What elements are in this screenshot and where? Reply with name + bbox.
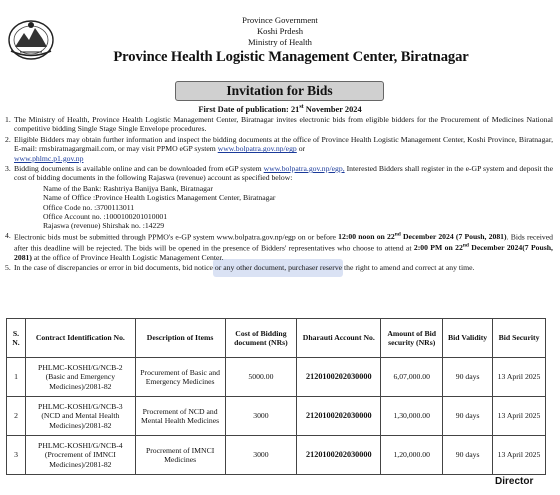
table-header-row <box>7 319 546 358</box>
paragraph-number: 4. <box>5 230 11 240</box>
notice-body <box>5 115 553 274</box>
paragraph-number: 2. <box>5 134 11 144</box>
paragraph-text-segment: . Bids received after this deadline will be rejected. The bids will be opened in the presence of Bidders' representatives who choose to attend at <box>14 232 554 253</box>
cell-sn: 3 <box>7 436 26 475</box>
opening-date: December 2024(7 Poush, 2081) <box>14 243 553 262</box>
col-header-description: Description of Items <box>135 319 225 358</box>
paragraph-text: In the case of discrepancies or error in bid documents, bid notice or any other document, purchaser reserve the right to amend and correct at any time. <box>14 263 475 273</box>
egp-link[interactable]: www.bolpatra.gov.np/egp, <box>263 164 345 174</box>
cell-account: 2120100202030000 <box>297 397 381 436</box>
paragraph-2 <box>5 135 553 163</box>
cell-bid-security-amount: 1,20,000.00 <box>381 436 443 475</box>
cell-bid-security: 13 April 2025 <box>493 397 546 436</box>
paragraph-text-segment: or <box>296 144 306 154</box>
deadline-date: December 2024 (7 Poush, 2081) <box>400 232 507 242</box>
col-header-validity: Bid Validity <box>443 319 493 358</box>
cell-bid-security-amount: 6,07,000.00 <box>381 358 443 397</box>
egp-link[interactable]: www.bolpatra.gov.np/egp <box>217 144 297 154</box>
cell-validity: 90 days <box>443 397 493 436</box>
publication-day: 21 <box>290 104 300 114</box>
paragraph-text-segment: Bidding documents is available online and can be downloaded from eGP system <box>14 164 264 174</box>
deadline-time: 12:00 noon on 22 <box>338 232 395 242</box>
paragraph-number: 1. <box>5 115 11 124</box>
col-header-bid-security: Bid Security <box>493 319 546 358</box>
cell-bid-security: 13 April 2025 <box>493 358 546 397</box>
cell-description: Procrement of NCD and Mental Health Medicines <box>135 397 225 436</box>
paragraph-text-segment: at the office of Province Health Logistic Management Center. <box>31 252 224 262</box>
paragraph-text <box>14 231 553 262</box>
gov-line-prdesh: Koshi Prdesh <box>256 26 304 36</box>
ordinal-suffix: nd <box>394 231 401 238</box>
publication-day-suffix: st <box>299 104 304 110</box>
cell-description: Procurement of Basic and Emergency Medicines <box>135 358 225 397</box>
cell-cost: 3000 <box>225 436 297 475</box>
paragraph-text <box>14 164 553 183</box>
gov-line-ministry: Ministry of Health <box>248 37 312 47</box>
rajaswa-shirshak: Rajaswa (revenue) Shirshak no. :14229 <box>43 221 165 231</box>
paragraph-3 <box>5 164 553 183</box>
cell-contract-id: PHLMC-KOSHI/G/NCB-4 (Procrement of IMNCI Medicines)/2081-82 <box>25 436 135 475</box>
col-header-cost: Cost of Bidding document (NRs) <box>225 319 297 358</box>
col-header-contract-id: Contract Identification No. <box>25 319 135 358</box>
publication-date <box>0 104 560 114</box>
paragraph-1 <box>5 115 553 134</box>
cell-account: 2120100202030000 <box>297 358 381 397</box>
bank-details <box>43 184 553 231</box>
paragraph-text-segment: Interested Bidders shall register in the e-GP system and deposit the cost of bidding documents in the following Rajaswa (revenue) account as specified below: <box>14 164 554 183</box>
paragraph-text: The Ministry of Health, Province Health Logistic Management Center, Biratnagar invites electronic bids from eligible bidders for the Procurement of Medicines National competitive bidding Single Stage Single Envelope procedures. <box>14 115 553 134</box>
col-header-sn: S. N. <box>7 319 26 358</box>
table-row <box>7 358 546 397</box>
cell-account: 2120100202030000 <box>297 436 381 475</box>
gov-line-province: Province Government <box>242 15 318 25</box>
paragraph-number: 5. <box>5 263 11 273</box>
cell-validity: 90 days <box>443 358 493 397</box>
table-row <box>7 397 546 436</box>
col-header-bid-security-amount: Amount of Bid security (NRs) <box>381 319 443 358</box>
paragraph-text-segment: Eligible Bidders may obtain further information and inspect the bidding documents at the office of Province Health Logistic Management Center, Koshi Province, Biratnagar, E-mail: rmsbiratnagargmail.com, or may visit PPMO eGP system <box>14 134 553 154</box>
cell-cost: 5000.00 <box>225 358 297 397</box>
office-code: Office Code no. :3700113011 <box>43 202 135 212</box>
page-title: Province Health Logistic Management Center, Biratnagar <box>113 49 469 65</box>
phlmc-link[interactable]: www.phlmc.p1.gov.np <box>14 153 84 163</box>
cell-description: Procrement of IMNCI Medicines <box>135 436 225 475</box>
cell-sn: 1 <box>7 358 26 397</box>
paragraph-number: 3. <box>5 164 11 174</box>
bids-table <box>6 318 546 475</box>
paragraph-text-segment: Electronic bids must be submitted through PPMO's e-GP system www.bolpatra.gov.np/egp on or before <box>14 232 339 242</box>
submission-deadline <box>338 232 506 241</box>
bank-name: Name of the Bank: Rashtriya Banijya Bank, Biratnagar <box>43 183 213 193</box>
cell-sn: 2 <box>7 397 26 436</box>
publication-month-year: November 2024 <box>305 104 362 114</box>
cell-cost: 3000 <box>225 397 297 436</box>
office-name: Name of Office :Province Health Logistics Management Center, Biratnagar <box>43 193 276 203</box>
cell-validity: 90 days <box>443 436 493 475</box>
paragraph-5 <box>5 263 553 272</box>
table-row <box>7 436 546 475</box>
paragraph-4 <box>5 231 553 262</box>
col-header-account: Dharauti Account No. <box>297 319 381 358</box>
cell-bid-security-amount: 1,30,000.00 <box>381 397 443 436</box>
cell-contract-id: PHLMC-KOSHI/G/NCB-3 (NCD and Mental Health Medicines)/2081-82 <box>25 397 135 436</box>
opening-time-text: 2:00 PM on 22 <box>413 243 463 253</box>
invitation-banner: Invitation for Bids <box>175 81 384 101</box>
cell-bid-security: 13 April 2025 <box>493 436 546 475</box>
publication-label: First Date of publication: <box>198 104 289 114</box>
office-account: Office Account no. :1000100201010001 <box>43 212 168 222</box>
signatory-title: Director <box>495 476 534 487</box>
cell-contract-id: PHLMC-KOSHI/G/NCB-2 (Basic and Emergency Medicines)/2081-82 <box>25 358 135 397</box>
ordinal-suffix: nd <box>462 242 469 249</box>
paragraph-text <box>14 135 553 163</box>
